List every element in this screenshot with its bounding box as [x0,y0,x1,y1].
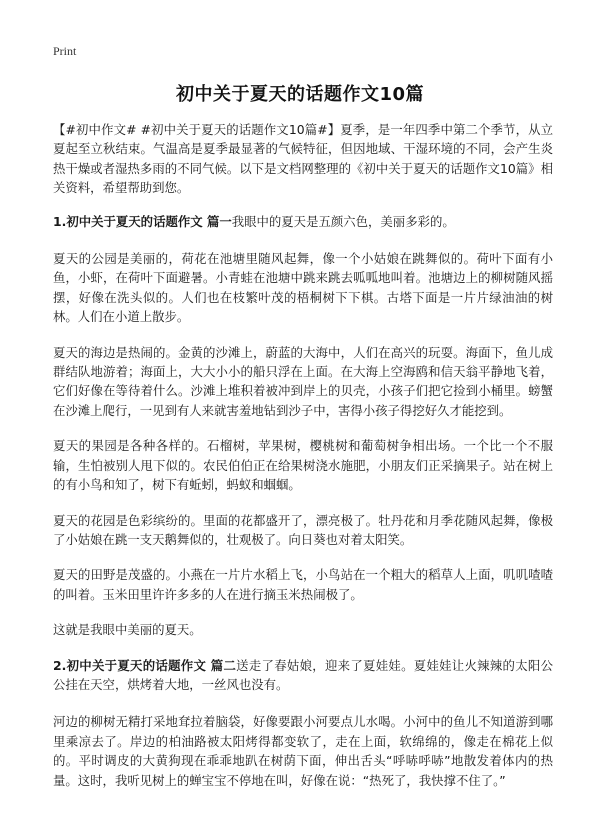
article-body [53,120,553,806]
paragraph: 夏天的海边是热闹的。金黄的沙滩上，蔚蓝的大海中，人们在高兴的玩耍。海面下，鱼儿成群结队地游着；海面上，大大小小的船只浮在上面。在大海上空海鸥和信天翁平静地飞着，它们好像在等待着什么。沙滩上堆积着被冲到岸上的贝壳，小孩子们把它捡到小桶里。螃蟹在沙滩上爬行，一见到有人来就害羞地钻到沙子中，害得小孩子得挖好久才能挖到。 [53,344,553,418]
paragraph: 河边的柳树无精打采地耷拉着脑袋，好像要跟小河要点儿水喝。小河中的鱼儿不知道游到哪里乘凉去了。岸边的柏油路被太阳烤得都变软了，走在上面，软绵绵的，像走在棉花上似的。平时调皮的大黄狗现在乖乖地趴在树荫下面，伸出舌头“呼哧呼哧”地散发着体内的热量。这时，我听见树上的蝉宝宝不停地在叫，好像在说：“热死了，我快撑不住了。” [53,714,553,788]
section-2-title: 2.初中关于夏天的话题作文 篇二 [53,657,237,673]
paragraph: 这就是我眼中美丽的夏天。 [53,622,202,638]
intro-text: 夏季，是一年四季中第二个季节，从立夏起至立秋结束。气温高是夏季最显著的气候特征，但因地域、干湿环境的不同，会产生炎热干燥或者湿热多雨的不同气候。以下是文档网整理的《初中关于夏天的话题作文10篇》相关资料，希望帮助到您。 [53,122,554,196]
intro-paragraph [53,120,553,198]
section-2-heading [53,656,553,695]
section-2-lead: 送走了春姑娘，迎来了夏娃娃。夏娃娃让火辣辣的太阳公公挂在天空，烘烤着大地，一丝风也没有。 [53,657,553,692]
paragraph: 夏天的公园是美丽的，荷花在池塘里随风起舞，像一个小姑娘在跳舞似的。荷叶下面有小鱼，小虾，在荷叶下面避暑。小青蛙在池塘中跳来跳去呱呱地叫着。池塘边上的柳树随风摇摆，好像在洗头似的。人们也在枝繁叶茂的梧桐树下下棋。古塔下面是一片片绿油油的树林。人们在小道上散步。 [53,251,553,325]
section-1-title: 1.初中关于夏天的话题作文 篇一 [53,213,232,229]
page-title: 初中关于夏天的话题作文10篇 [175,84,425,105]
intro-tag: 【#初中作文# #初中关于夏天的话题作文10篇#】 [53,122,341,137]
paragraph: 夏天的果园是各种各样的。石榴树，苹果树，樱桃树和葡萄树争相出场。一个比一个不服输，生怕被别人甩下似的。农民伯伯正在给果树浇水施肥，小朋友们正采摘果子。站在树上的有小鸟和知了，树下有蚯蚓，蚂蚁和蝈蝈。 [53,438,553,493]
section-1-heading [53,212,553,231]
print-label: Print [53,44,77,58]
paragraph: 夏天的花园是色彩缤纷的。里面的花都盛开了，漂亮极了。牡丹花和月季花随风起舞，像极了小姑娘在跳一支天鹅舞似的，壮观极了。向日葵也对着太阳笑。 [53,512,553,547]
paragraph: 夏天的田野是茂盛的。小燕在一片片水稻上飞，小鸟站在一个粗大的稻草人上面，叽叽喳喳的叫着。玉米田里许许多多的人在进行摘玉米热闹极了。 [53,567,553,602]
section-1-lead: 我眼中的夏天是五颜六色，美丽多彩的。 [231,213,455,229]
